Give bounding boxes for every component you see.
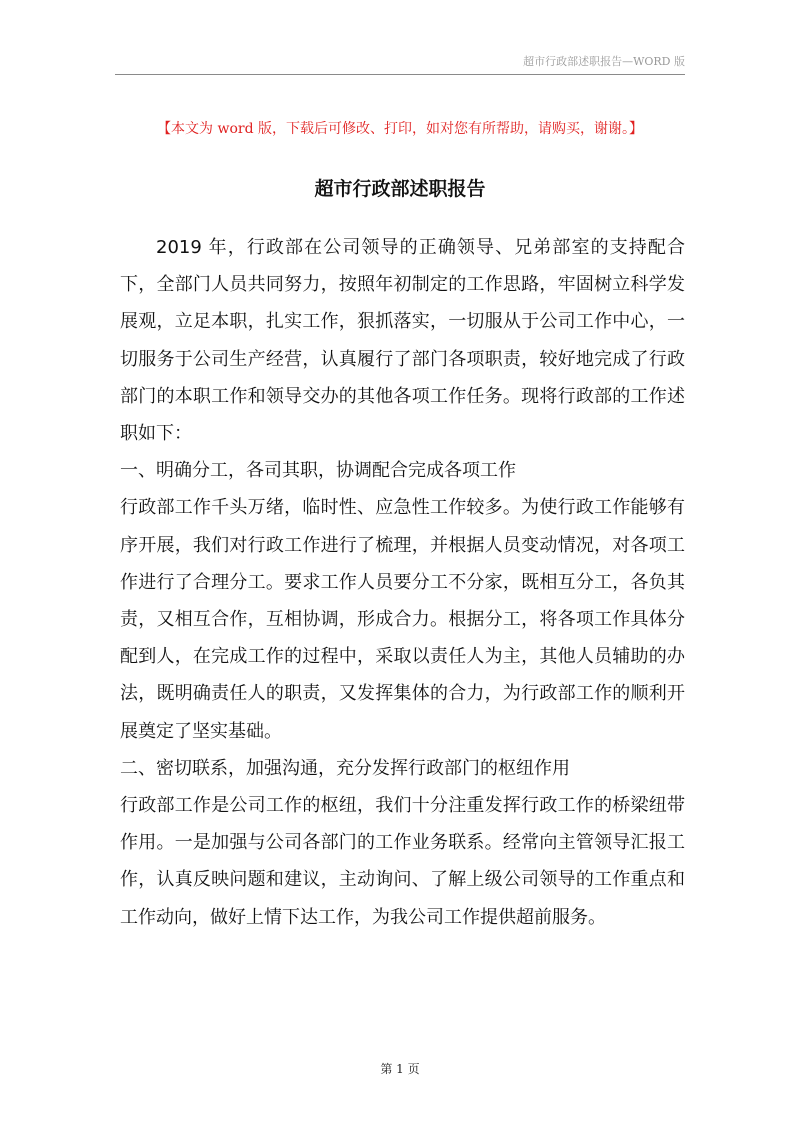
intro-paragraph: 2019 年，行政部在公司领导的正确领导、兄弟部室的支持配合下，全部门人员共同努力，按照年初制定的工作思路，牢固树立科学发展观，立足本职，扎实工作，狠抓落实，一切服从于公司工作中心，一切服务于公司生产经营，认真履行了部门各项职责，较好地完成了行政部门的本职工作和领导交办的其他各项工作任务。现将行政部的工作述职如下： bbox=[120, 237, 685, 445]
document-title: 超市行政部述职报告 bbox=[314, 178, 486, 200]
page-number: 第 1 页 bbox=[380, 1062, 420, 1076]
document-body bbox=[120, 229, 685, 936]
section-heading-2: 二、密切联系，加强沟通，充分发挥行政部门的枢纽作用 bbox=[120, 757, 570, 779]
section-paragraph-1: 行政部工作千头万绪，临时性、应急性工作较多。为使行政工作能够有序开展，我们对行政工作进行了梳理，并根据人员变动情况，对各项工作进行了合理分工。要求工作人员要分工不分家，既相互分工，各负其责，又相互合作，互相协调，形成合力。根据分工，将各项工作具体分配到人，在完成工作的过程中，采取以责任人为主，其他人员辅助的办法，既明确责任人的职责，又发挥集体的合力，为行政部工作的顺利开展奠定了坚实基础。 bbox=[120, 497, 685, 742]
running-header: 超市行政部述职报告—WORD 版 bbox=[523, 55, 685, 68]
download-notice: 【本文为 word 版，下载后可修改、打印，如对您有所帮助，请购买，谢谢。】 bbox=[157, 121, 643, 137]
header-divider bbox=[115, 74, 685, 75]
section-paragraph-2: 行政部工作是公司工作的枢纽，我们十分注重发挥行政工作的桥梁纽带作用。一是加强与公司各部门的工作业务联系。经常向主管领导汇报工作，认真反映问题和建议，主动询问、了解上级公司领导的工作重点和工作动向，做好上情下达工作，为我公司工作提供超前服务。 bbox=[120, 795, 685, 928]
section-heading-1: 一、明确分工，各司其职，协调配合完成各项工作 bbox=[120, 460, 516, 482]
